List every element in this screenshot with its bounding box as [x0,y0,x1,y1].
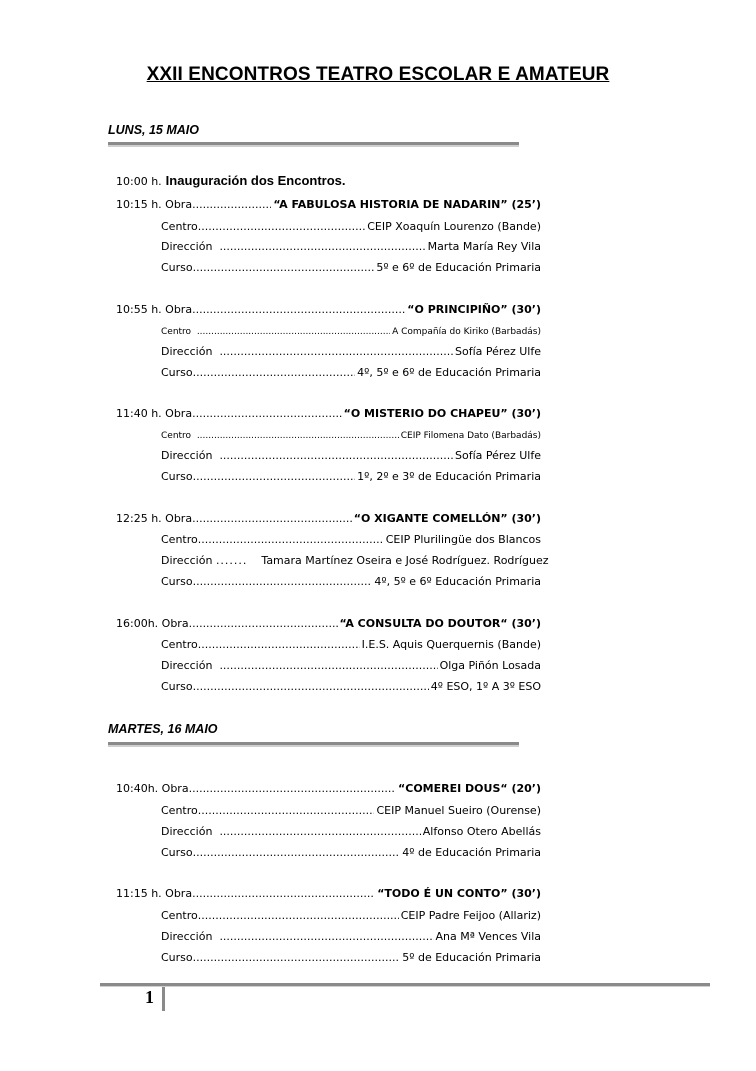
curso-value: 4º, 5º e 6º de Educación Primaria [357,366,541,379]
dot-leader [198,804,375,818]
dot-leader [192,303,405,317]
direccion-label: Dirección [161,930,213,943]
direccion-value: Marta María Rey Vila [427,240,541,253]
centro-value: CEIP Manuel Sueiro (Ourense) [376,804,541,817]
dot-leader [219,240,425,254]
centro-line [161,220,541,234]
centro-label: Centro [161,431,192,441]
dot-leader [197,429,399,443]
day-heading-martes: MARTES, 16 MAIO [108,722,218,736]
play-title: “O MISTERIO DO CHAPEU” (30’) [343,407,541,420]
inauguration-line [116,174,541,189]
direccion-line [161,825,541,839]
section-rule [108,742,519,747]
direccion-label: Dirección [161,825,213,838]
curso-value: 5º e 6º de Educación Primaria [376,261,541,274]
event-header [116,617,541,631]
centro-line [161,325,541,339]
event-header [116,303,541,317]
direccion-value: Tamara Martínez Oseira e José Rodríguez. Rodríguez [261,554,549,567]
curso-value: 5º de Educación Primaria [402,951,541,964]
direccion-value: Sofía Pérez Ulfe [455,449,541,462]
document-title: XXII ENCONTROS TEATRO ESCOLAR E AMATEUR [146,64,610,85]
curso-line [161,366,541,380]
centro-value: CEIP Plurilingüe dos Blancos [385,533,541,546]
direccion-line [161,449,541,463]
centro-label: Centro [161,638,198,651]
curso-label: Curso [161,261,193,274]
curso-label: Curso [161,470,193,483]
direccion-value: Alfonso Otero Abellás [422,825,541,838]
dot-leader-short: ....... [215,554,248,567]
page-number: 1 [145,987,154,1007]
curso-label: Curso [161,680,193,693]
play-title: “O PRINCIPIÑO” (30’) [407,303,541,316]
dot-leader [193,366,356,380]
event-header [116,782,541,796]
curso-line [161,575,541,589]
direccion-label: Dirección [161,240,213,253]
curso-value: 4º ESO, 1º A 3º ESO [430,680,541,693]
footer-rule [100,983,710,987]
centro-label: Centro [161,909,198,922]
centro-value: A Compañía do Kiriko (Barbadás) [392,327,541,337]
event-time: 10:40h. Obra [116,782,189,795]
dot-leader [192,887,375,901]
centro-label: Centro [161,327,192,337]
event-time: 16:00h. Obra [116,617,189,630]
direccion-label: Dirección [161,554,213,567]
curso-value: 4º de Educación Primaria [402,846,541,859]
event-header [116,512,541,526]
play-title: “A FABULOSA HISTORIA DE NADARIN” (25’) [273,198,541,211]
dot-leader [198,533,384,547]
event-header [116,407,541,421]
event-time: 11:40 h. Obra [116,407,193,420]
direccion-value: Ana Mª Vences Vila [435,930,541,943]
dot-leader [219,825,420,839]
direccion-label: Dirección [161,449,213,462]
page-number-bar [162,987,165,1011]
dot-leader [192,512,352,526]
dot-leader [192,198,271,212]
centro-line [161,429,541,443]
dot-leader [189,617,338,631]
dot-leader [198,638,360,652]
inauguration-text: Inauguración dos Encontros. [165,173,346,188]
dot-leader [219,930,433,944]
centro-label: Centro [161,220,198,233]
centro-line [161,909,541,923]
inauguration-time: 10:00 h. [116,175,162,188]
direccion-line [161,930,541,944]
curso-label: Curso [161,366,193,379]
centro-line [161,533,541,547]
play-title: “TODO É UN CONTO” (30’) [377,887,541,900]
centro-value: I.E.S. Aquis Querquernis (Bande) [361,638,541,651]
curso-label: Curso [161,951,193,964]
centro-label: Centro [161,804,198,817]
curso-label: Curso [161,575,193,588]
direccion-value: Sofía Pérez Ulfe [455,345,541,358]
curso-line [161,680,541,694]
dot-leader [193,846,401,860]
centro-label: Centro [161,533,198,546]
dot-leader [219,659,437,673]
play-title: “COMEREI DOUS“ (20’) [398,782,541,795]
dot-leader [193,261,375,275]
dot-leader [193,470,356,484]
direccion-line [161,240,541,254]
event-header [116,887,541,901]
event-time: 10:15 h. Obra [116,198,193,211]
direccion-line [161,659,541,673]
centro-value: CEIP Filomena Dato (Barbadás) [400,431,541,441]
direccion-value: Olga Piñón Losada [439,659,541,672]
curso-label: Curso [161,846,193,859]
curso-value: 1º, 2º e 3º de Educación Primaria [357,470,541,483]
play-title: “O XIGANTE COMELLÓN” (30’) [353,512,541,525]
event-time: 11:15 h. Obra [116,887,193,900]
curso-line [161,470,541,484]
event-header [116,198,541,212]
event-time: 12:25 h. Obra [116,512,193,525]
event-time: 10:55 h. Obra [116,303,193,316]
play-title: “A CONSULTA DO DOUTOR“ (30’) [339,617,541,630]
dot-leader [219,345,453,359]
curso-line [161,846,541,860]
dot-leader [198,909,399,923]
dot-leader [219,449,453,463]
direccion-label: Dirección [161,659,213,672]
curso-value: 4º, 5º e 6º Educación Primaria [374,575,541,588]
dot-leader [192,407,342,421]
dot-leader [193,951,401,965]
direccion-line [161,345,541,359]
dot-leader [198,220,366,234]
dot-leader [189,782,396,796]
centro-value: CEIP Padre Feijoo (Allariz) [400,909,541,922]
direccion-label: Dirección [161,345,213,358]
direccion-line [161,554,549,568]
curso-line [161,951,541,965]
dot-leader [197,325,390,339]
dot-leader [193,575,373,589]
day-heading-luns: LUNS, 15 MAIO [108,123,199,137]
centro-line [161,638,541,652]
dot-leader [193,680,429,694]
centro-value: CEIP Xoaquín Lourenzo (Bande) [367,220,541,233]
curso-line [161,261,541,275]
centro-line [161,804,541,818]
section-rule [108,142,519,147]
